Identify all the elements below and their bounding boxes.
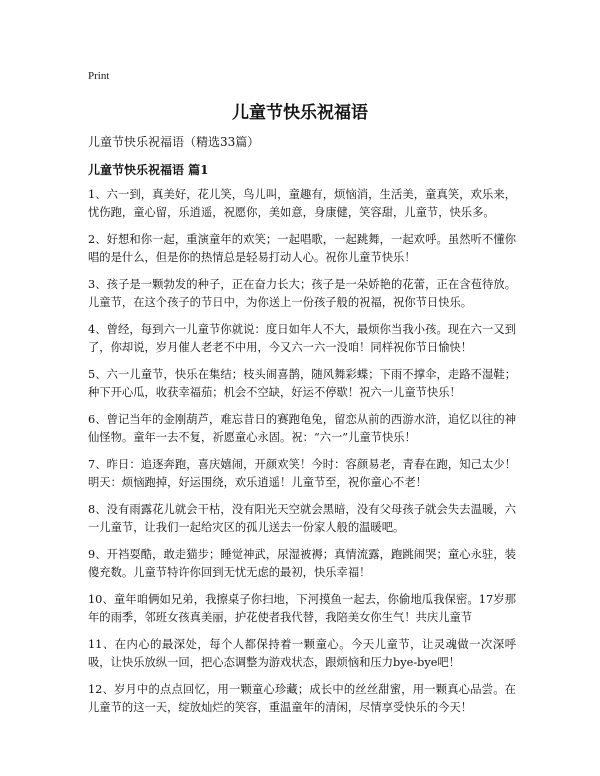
paragraph: 7、昨日：追逐奔跑，喜庆嬉闹，开颜欢笑！今时：容颜易老，青春在跑，知己太少！明天：烦恼跑掉，好运围绕，欢乐逍遥！儿童节至，祝你童心不老！ bbox=[88, 458, 516, 489]
paragraph: 1、六一到，真美好，花儿笑，鸟儿叫，童趣有，烦恼消，生活美，童真笑，欢乐来，忧伤跑，童心留，乐逍遥，祝愿你，美如意，身康健，笑容甜，儿童节，快乐多。 bbox=[88, 188, 516, 219]
paragraph: 2、好想和你一起，重演童年的欢笑；一起唱歌，一起跳舞，一起欢呼。虽然听不懂你唱的是什么，但是你的热情总是轻易打动人心。祝你儿童节快乐！ bbox=[88, 233, 516, 264]
paragraph: 5、六一儿童节，快乐在集结；枝头闹喜鹊，随风舞彩蝶；下雨不撑伞，走路不湿鞋；种下开心瓜，收获幸福茄；机会不空缺，好运不停歇！祝六一儿童节快乐！ bbox=[88, 368, 516, 399]
paragraph: 6、曾记当年的金刚葫芦，难忘昔日的赛跑龟兔，留恋从前的西游水浒，追忆以往的神仙怪物。童年一去不复，祈愿童心永固。祝：“六一”儿童节快乐！ bbox=[88, 413, 516, 444]
paragraph: 11、在内心的最深处，每个人都保持着一颗童心。今天儿童节，让灵魂做一次深呼吸，让快乐放纵一回，把心态调整为游戏状态，跟烦恼和压力bye-bye吧！ bbox=[88, 638, 516, 669]
paragraph: 3、孩子是一颗勃发的种子，正在奋力长大；孩子是一朵娇艳的花蕾，正在含苞待放。儿童节，在这个孩子的节日中，为你送上一份孩子般的祝福，祝你节日快乐。 bbox=[88, 278, 516, 309]
print-link[interactable]: Print bbox=[88, 70, 110, 82]
paragraph: 9、开裆耍酷，敢走猫步；睡觉神武，尿湿被褥；真情流露，跑跳闹哭；童心永驻，装傻充数。儿童节特许你回到无忧无虑的最初，快乐幸福！ bbox=[88, 548, 516, 579]
paragraph: 10、童年咱俩如兄弟，我擦桌子你扫地，下河摸鱼一起去，你偷地瓜我保密。17岁那年的雨季，邻班女孩真美丽，护花使者我代替，我陪美女你生气！共庆儿童节 bbox=[88, 593, 516, 624]
article-body bbox=[88, 186, 516, 726]
page-subtitle: 儿童节快乐祝福语（精选33篇） bbox=[88, 135, 260, 149]
paragraph: 8、没有雨露花儿就会干枯，没有阳光天空就会黑暗，没有父母孩子就会失去温暖，六一儿童节，让我们一起给灾区的孤儿送去一份家人般的温暖吧。 bbox=[88, 503, 516, 534]
page-title: 儿童节快乐祝福语 bbox=[232, 103, 368, 123]
section-heading: 儿童节快乐祝福语 篇1 bbox=[88, 163, 209, 177]
paragraph: 12、岁月中的点点回忆，用一颗童心珍藏；成长中的丝丝甜蜜，用一颗真心品尝。在儿童节的这一天，绽放灿烂的笑容，重温童年的清闲，尽情享受快乐的今天！ bbox=[88, 683, 516, 714]
paragraph: 4、曾经，每到六一儿童节你就说：度日如年人不大，最烦你当我小孩。现在六一又到了，你却说，岁月催人老老不中用，今又六一六一没咱！同样祝你节日愉快！ bbox=[88, 323, 516, 354]
